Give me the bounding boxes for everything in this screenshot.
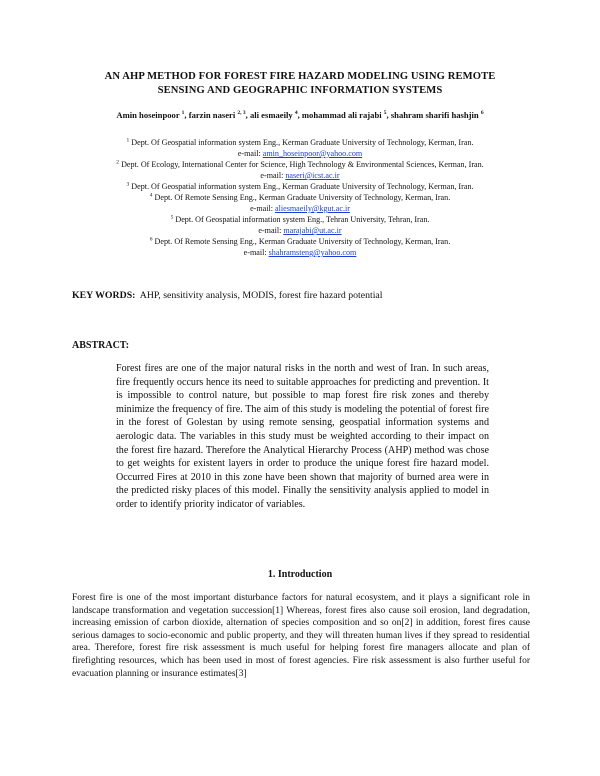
affiliation-5-email xyxy=(0,225,600,236)
abstract-body: Forest fires are one of the major natural risks in the north and west of Iran. In such areas, fire frequently occurs hence its need to suitable approaches for predicting and prevention. It is impossible to control nature, but possible to map forest fire risk zones and thereby minimize the frequency of fire. The aim of this study is modeling the potential of forest fire in the forest of Golestan by using remote sensing, geospatial information systems and aerologic data. The variables in this study must be weighted according to their impact on the forest fire hazard. Therefore the Analytical Hierarchy Process (AHP) method was chose to get weights for existent layers in order to produce the unique forest fire hazard model. Occurred Fires at 2010 in this zone have been shown that majority of burned area were in the predicted risky places of this model. Finally the sensitivity analysis applied to model in order to identify priority indicator of variables. xyxy=(116,363,489,510)
affiliation-6-email xyxy=(0,247,600,258)
affiliation-text: Dept. Of Ecology, International Center for Science, High Technology & Environmental Sciences, Kerman, Iran. xyxy=(121,160,484,169)
affiliation-mark: 2 xyxy=(116,159,120,166)
affiliation-text: Dept. Of Remote Sensing Eng., Kerman Graduate University of Technology, Kerman, Iran. xyxy=(154,237,451,246)
affiliation-text: Dept. Of Remote Sensing Eng., Kerman Graduate University of Technology, Kerman, Iran. xyxy=(154,193,451,202)
paper-title xyxy=(0,70,600,98)
title-line-2: SENSING AND GEOGRAPHIC INFORMATION SYSTEMS xyxy=(157,85,443,96)
email-link[interactable]: amin_hoseinpoor@yahoo.com xyxy=(262,149,363,158)
author-mark: 2, 3 xyxy=(237,110,246,117)
abstract-heading: ABSTRACT: xyxy=(72,340,130,351)
section-heading-introduction: 1. Introduction xyxy=(267,569,333,580)
affiliation-text: Dept. Of Geospatial information system Eng., Tehran University, Tehran, Iran. xyxy=(175,215,430,224)
email-label: e-mail: xyxy=(243,248,267,257)
author-name: mohammad ali rajabi xyxy=(301,110,382,120)
affiliations xyxy=(0,137,600,258)
keywords-label: KEY WORDS: xyxy=(72,290,136,301)
keywords xyxy=(72,290,382,301)
email-link[interactable]: marajabi@ut.ac.ir xyxy=(283,226,342,235)
affiliation-3 xyxy=(0,181,600,192)
keywords-text: AHP, sensitivity analysis, MODIS, forest fire hazard potential xyxy=(139,290,383,301)
affiliation-4 xyxy=(0,192,600,203)
affiliation-mark: 1 xyxy=(126,137,130,144)
email-label: e-mail: xyxy=(260,171,284,180)
affiliation-2 xyxy=(0,159,600,170)
author-list xyxy=(0,110,600,120)
email-link[interactable]: naseri@icst.ac.ir xyxy=(285,171,340,180)
email-label: e-mail: xyxy=(250,204,273,213)
affiliation-mark: 4 xyxy=(149,192,153,199)
author-mark: 5 xyxy=(383,110,387,117)
email-label: e-mail: xyxy=(258,226,282,235)
affiliation-4-email xyxy=(0,203,600,214)
affiliation-6 xyxy=(0,236,600,247)
author-separator: , xyxy=(184,110,189,120)
affiliation-mark: 6 xyxy=(149,236,153,243)
affiliation-5 xyxy=(0,214,600,225)
affiliation-1 xyxy=(0,137,600,148)
affiliation-1-email xyxy=(0,148,600,159)
author-mark: 6 xyxy=(480,110,484,117)
affiliation-text: Dept. Of Geospatial information system Eng., Kerman Graduate University of Technology, Kerman, Iran. xyxy=(131,182,474,191)
author-name: farzin naseri xyxy=(188,110,236,120)
author-separator: , xyxy=(386,110,391,120)
affiliation-text: Dept. Of Geospatial information system Eng., Kerman Graduate University of Technology, Kerman, Iran. xyxy=(131,138,474,147)
author-name: shahram sharifi hashjin xyxy=(390,110,479,120)
author-mark: 1 xyxy=(181,110,185,117)
email-link[interactable]: aliesmaeily@kgut.ac.ir xyxy=(275,204,350,213)
email-link[interactable]: shahramsteng@yahoo.com xyxy=(268,248,357,257)
introduction-body: Forest fire is one of the most important disturbance factors for natural ecosystem, and it plays a significant role in landscape transformation and vegetation succession[1] Whereas, forest fires also cause soil erosion, land degradation, increasing emission of carbon dioxide, alternation of species composition and so on[2] in addition, forest fires cause serious damages to socio-economic and public property, and they will threaten human lives if they spread to residential area. Therefore, forest fire risk assessment is much useful for helping forest fire managers allocate and plan of firefighting resources, which has been used in most of forest agencies. Fire risk assessment is also further useful for evacuation planning or insurance estimates[3] xyxy=(72,593,530,679)
author-name: Amin hoseinpoor xyxy=(116,110,180,120)
title-line-1: AN AHP METHOD FOR FOREST FIRE HAZARD MODELING USING REMOTE xyxy=(104,71,496,82)
author-separator: , xyxy=(297,110,302,120)
author-separator: , xyxy=(245,110,250,120)
author-name: ali esmaeily xyxy=(249,110,293,120)
email-label: e-mail: xyxy=(237,149,261,158)
author-mark: 4 xyxy=(294,110,298,117)
affiliation-mark: 5 xyxy=(170,214,174,221)
affiliation-mark: 3 xyxy=(126,181,130,188)
affiliation-2-email xyxy=(0,170,600,181)
